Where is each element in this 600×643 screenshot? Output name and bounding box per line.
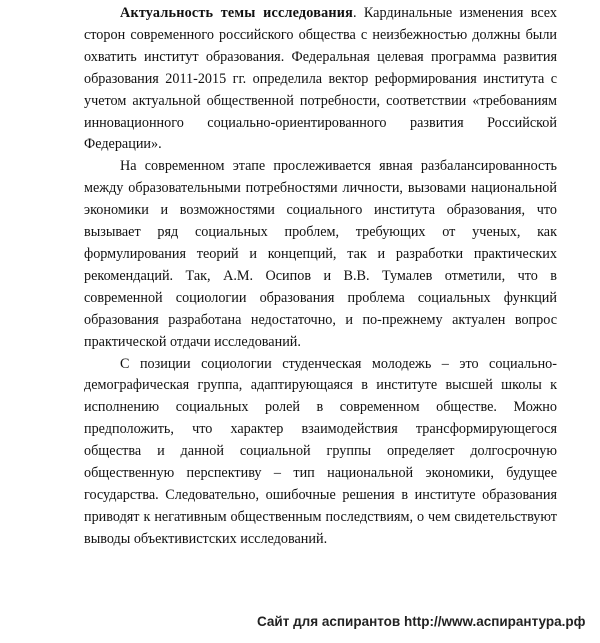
text-line: образования разработана недостаточно, и по-прежнему актуален вопрос bbox=[84, 311, 557, 328]
paragraph-3 bbox=[84, 354, 557, 551]
text-line: общественную перспективу – тип национальной экономики, будущее bbox=[84, 465, 557, 482]
text-line: охватить институт образования. Федеральная целевая программа развития bbox=[84, 48, 557, 65]
text-line: предположить, что характер взаимодействия трансформирующегося bbox=[84, 421, 557, 438]
text-line: выводы объективистских исследований. bbox=[84, 530, 328, 547]
text-line: экономики и возможностями социального института образования, что bbox=[84, 202, 557, 219]
document-body bbox=[84, 3, 557, 551]
paragraph-2 bbox=[84, 156, 557, 353]
text-line: учетом актуальной общественной потребности, соответствии «требованиям bbox=[84, 92, 557, 109]
text-line: между образовательными потребностями личности, вызовами национальной bbox=[84, 180, 557, 197]
text-line: На современном этапе прослеживается явная разбалансированность bbox=[120, 158, 557, 175]
text-line: демографическая группа, адаптирующаяся в институте высшей школы к bbox=[84, 377, 557, 394]
text-line: Федерации». bbox=[84, 136, 162, 153]
text-line: образования 2011-2015 гг. определила вектор реформирования института с bbox=[84, 70, 557, 87]
text-line: рекомендаций. Так, А.М. Осипов и В.В. Тумалев отметили, что в bbox=[84, 267, 557, 284]
text-line: формулирования теорий и концепций, так и разработки практических bbox=[84, 245, 557, 262]
text-line: приводят к негативным общественным последствиям, о чем свидетельствуют bbox=[84, 508, 557, 525]
paragraph-1 bbox=[84, 3, 557, 156]
text-line: современной социологии образования проблема социальных функций bbox=[84, 289, 557, 306]
text-run: . Кардинальные изменения всех bbox=[353, 5, 557, 21]
text-line: исполнению социальных ролей в современном обществе. Можно bbox=[84, 399, 557, 416]
text-line: С позиции социологии студенческая молодежь – это социально- bbox=[120, 355, 557, 372]
text-line bbox=[84, 3, 557, 25]
text-line: практической отдачи исследований. bbox=[84, 333, 301, 350]
text-line: вызывает ряд социальных проблем, требующих от ученых, как bbox=[84, 224, 557, 241]
site-footer-watermark: Сайт для аспирантов http://www.аспирантура.рф bbox=[257, 614, 586, 629]
text-line: государства. Следовательно, ошибочные решения в институте образования bbox=[84, 486, 557, 503]
text-line: инновационного социально-ориентированного развития Российской bbox=[84, 114, 557, 131]
text-line: общества и данной социальной группы определяет долгосрочную bbox=[84, 443, 557, 460]
text-line: сторон современного российского общества с неизбежностью должны были bbox=[84, 26, 557, 43]
section-heading: Актуальность темы исследования bbox=[120, 5, 354, 21]
